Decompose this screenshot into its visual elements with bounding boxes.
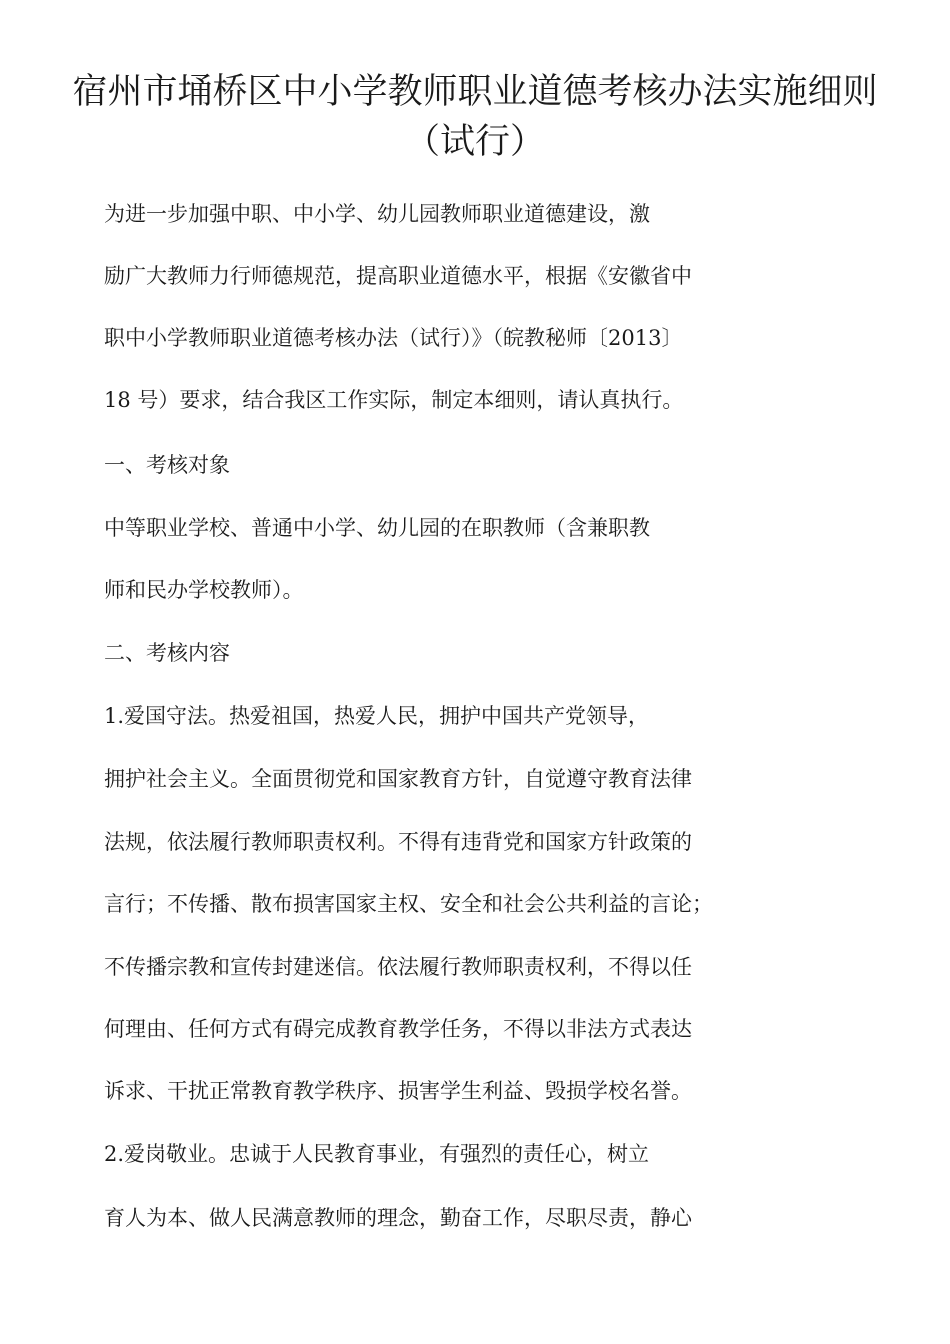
body-line: 育人为本、做人民满意教师的理念，勤奋工作，尽职尽责，静心 — [104, 1206, 692, 1230]
body-line: 1.爱国守法。热爱祖国，热爱人民，拥护中国共产党领导， — [104, 704, 650, 728]
body-line: 诉求、干扰正常教育教学秩序、损害学生利益、毁损学校名誉。 — [104, 1079, 692, 1103]
body-line: 言行；不传播、散布损害国家主权、安全和社会公共利益的言论； — [104, 892, 713, 916]
body-line: 法规，依法履行教师职责权利。不得有违背党和国家方针政策的 — [104, 830, 692, 854]
body-line: 不传播宗教和宣传封建迷信。依法履行教师职责权利，不得以任 — [104, 955, 692, 979]
body-line: 师和民办学校教师）。 — [104, 578, 304, 602]
body-line: 何理由、任何方式有碍完成教育教学任务，不得以非法方式表达 — [104, 1017, 692, 1041]
body-line: 18 号）要求，结合我区工作实际，制定本细则，请认真执行。 — [104, 388, 684, 412]
document-title-line-2: （试行） — [404, 122, 545, 162]
section-heading: 二、考核内容 — [104, 641, 230, 665]
body-line: 拥护社会主义。全面贯彻党和国家教育方针，自觉遵守教育法律 — [104, 767, 692, 791]
body-line: 职中小学教师职业道德考核办法（试行）》（皖教秘师〔2013〕 — [104, 326, 683, 350]
body-line: 励广大教师力行师德规范，提高职业道德水平，根据《安徽省中 — [104, 264, 692, 288]
body-line: 2.爱岗敬业。忠诚于人民教育事业，有强烈的责任心，树立 — [104, 1142, 650, 1166]
body-line: 为进一步加强中职、中小学、幼儿园教师职业道德建设，激 — [104, 202, 650, 226]
document-title-line-1: 宿州市埇桥区中小学教师职业道德考核办法实施细则 — [72, 72, 878, 112]
section-heading: 一、考核对象 — [104, 453, 230, 477]
body-line: 中等职业学校、普通中小学、幼儿园的在职教师（含兼职教 — [104, 516, 650, 540]
